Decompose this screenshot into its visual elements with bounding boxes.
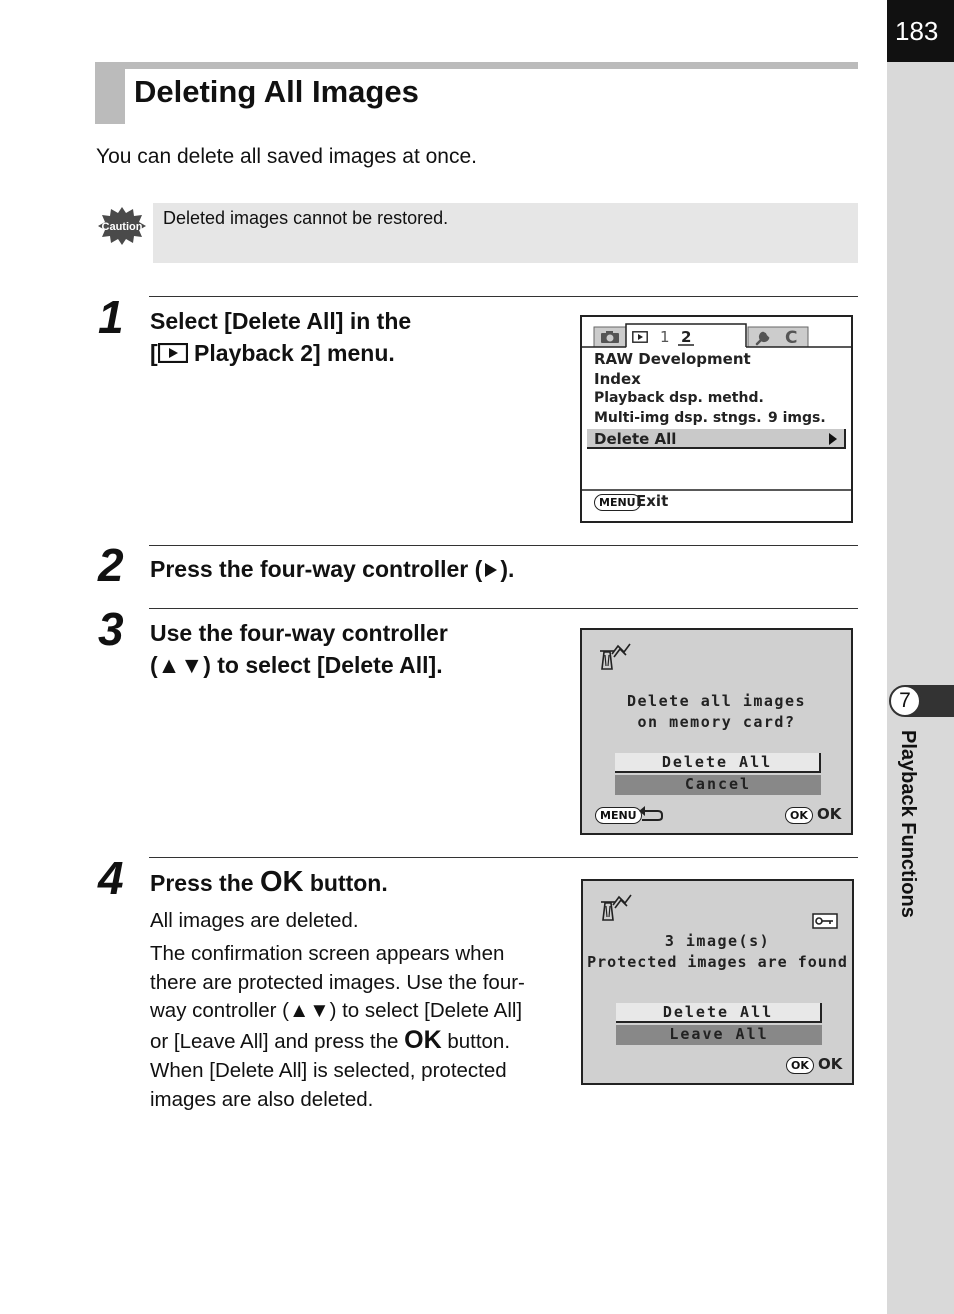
menu-key-icon: MENU (595, 807, 642, 824)
step-divider (149, 545, 858, 546)
trash-all-icon (599, 893, 633, 923)
step-4-text-pre: Press the (150, 870, 260, 896)
step-divider (149, 296, 858, 297)
custom-tab-label: C (785, 328, 798, 348)
menu-item-playback-dsp: Playback dsp. methd. (594, 390, 764, 406)
menu-item-delete-all: Delete All (594, 430, 677, 448)
step-4-note-line3: way controller (▲▼) to select [Delete All] (150, 999, 523, 1022)
caution-icon-label: Caution (101, 221, 143, 233)
ok-key-icon: OK (785, 807, 813, 824)
ok-button-label: OK (259, 866, 304, 898)
menu-item-index: Index (594, 370, 641, 388)
ok-key-icon: OK (786, 1057, 814, 1074)
option-cancel[interactable]: Cancel (615, 775, 821, 795)
step-4-text (150, 866, 388, 899)
protected-message-line2: Protected images are found (587, 953, 848, 971)
menu-screen (580, 315, 853, 523)
submenu-arrow-icon (828, 433, 838, 445)
step-divider (149, 608, 858, 609)
playback-tab-icon (632, 331, 648, 343)
exit-label: Exit (636, 492, 669, 510)
step-2-text-pre: Press the four-way controller ( (150, 556, 483, 582)
chapter-title-text: Playback Functions (897, 730, 919, 918)
page-number: 183 (887, 0, 954, 62)
caution-text: Deleted images cannot be restored. (163, 208, 449, 228)
protect-key-icon (812, 913, 838, 929)
option-delete-all[interactable]: Delete All (616, 1003, 822, 1023)
step-4-result: All images are deleted. (150, 909, 359, 932)
playback-icon (158, 343, 188, 363)
delete-confirm-screen (580, 628, 853, 835)
menu-item-raw-development: RAW Development (594, 350, 751, 368)
menu-item-multi-img: Multi-img dsp. stngs. (594, 410, 762, 426)
menu-key-icon: MENU (594, 494, 641, 511)
step-4-text-post: button. (303, 870, 388, 896)
option-leave-all[interactable]: Leave All (616, 1025, 822, 1045)
right-arrow-icon (482, 561, 500, 579)
step-4-note-line4 (150, 1026, 525, 1057)
step-3-text (150, 617, 448, 681)
side-tab-strip (887, 0, 954, 1314)
step-number-4: 4 (98, 852, 124, 904)
caution-icon (97, 206, 147, 246)
step-4-note-line2: there are protected images. Use the four- (150, 970, 525, 994)
ok-button-label: OK (404, 1025, 442, 1054)
step-2-text-post: ). (500, 556, 515, 582)
chapter-title (893, 730, 919, 940)
menu-item-multi-img-value: 9 imgs. (768, 410, 826, 426)
delete-message-line2: on memory card? (637, 713, 796, 731)
step-4-protected-line1: When [Delete All] is selected, protected (150, 1059, 507, 1082)
step-number-1: 1 (98, 291, 124, 343)
step-3-line1: Use the four-way controller (150, 620, 448, 646)
chapter-number: 7 (889, 685, 921, 717)
page-title: Deleting All Images (134, 74, 419, 109)
title-block (95, 62, 125, 124)
tab-page-2: 2 (681, 328, 692, 346)
option-delete-all[interactable]: Delete All (615, 753, 821, 773)
tab-page-1: 1 (660, 328, 670, 346)
step-4-note-line1: The confirmation screen appears when (150, 942, 505, 965)
protected-message-line1: 3 image(s) (664, 932, 771, 950)
intro-text: You can delete all saved images at once. (96, 145, 477, 168)
step-1-text (150, 305, 411, 369)
step-1-line2 (150, 337, 411, 369)
protected-confirm-screen (581, 879, 854, 1085)
ok-label: OK (818, 1055, 843, 1073)
title-rule (95, 62, 858, 69)
trash-all-icon (598, 642, 632, 672)
step-number-2: 2 (98, 539, 124, 591)
delete-message-line1: Delete all images (626, 692, 807, 710)
step-4-note-line4-pre: or [Leave All] and press the (150, 1029, 405, 1053)
step-1-line2-rest: Playback 2] menu. (187, 340, 395, 366)
step-4-note-line4-post: button. (441, 1029, 511, 1053)
step-number-3: 3 (98, 603, 124, 655)
step-4-protected-note (150, 1057, 507, 1114)
step-divider (149, 857, 858, 858)
step-1-line1: Select [Delete All] in the (150, 308, 412, 334)
step-2-text (150, 553, 514, 585)
ok-label: OK (817, 805, 842, 823)
step-4-note (150, 940, 525, 1056)
step-3-line2: (▲▼) to select [Delete All]. (150, 652, 443, 678)
step-4-protected-line2: images are also deleted. (150, 1087, 374, 1111)
camera-tab-icon (600, 330, 620, 344)
wrench-tab-icon (754, 330, 772, 346)
bracket-open: [ (150, 340, 158, 366)
back-arrow-icon (638, 805, 664, 823)
